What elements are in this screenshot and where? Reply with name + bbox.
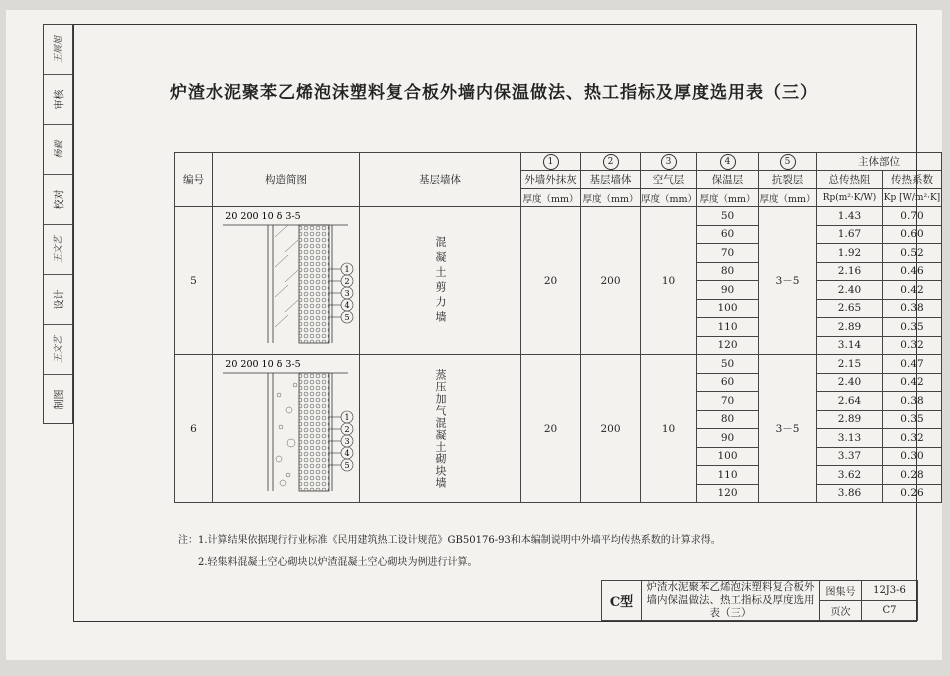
table-cell: 2.64 [817, 392, 883, 411]
notes-label: 注： [178, 535, 198, 546]
table-cell: 2.16 [817, 262, 883, 281]
header-layer-5-name: 抗裂层 [759, 171, 817, 189]
group-6-air: 10 [641, 355, 697, 503]
svg-text:1: 1 [344, 413, 350, 422]
group-5-air: 10 [641, 207, 697, 355]
group-5-diagram [213, 207, 360, 355]
role-draw: 制图 [54, 389, 66, 409]
header-no: 编号 [175, 153, 213, 207]
header-layer-3-num: 3 [641, 153, 697, 171]
table-cell: 2.89 [817, 410, 883, 429]
note-1: 注：1.计算结果依据现行行业标准《民用建筑热工设计规范》GB50176-93和本编制说明中外墙平均传热系数的计算求得。 [178, 535, 721, 546]
group-5-base: 200 [581, 207, 641, 355]
table-cell: 0.32 [883, 336, 942, 355]
table-cell: 3.14 [817, 336, 883, 355]
table-cell: 1.43 [817, 207, 883, 226]
table-cell: 70 [697, 244, 759, 263]
svg-text:3: 3 [344, 437, 350, 446]
group-6-diagram [213, 355, 360, 503]
signature-designer: 王文艺 [44, 225, 72, 275]
header-layer-2-num: 2 [581, 153, 641, 171]
signature-checker: 杨毅 [44, 125, 72, 175]
signature-drafter: 王文艺 [44, 325, 72, 375]
header-rp-unit: Rp(m²·K/W) [817, 189, 883, 207]
table-cell: 0.28 [883, 466, 942, 485]
table-cell: 3.37 [817, 447, 883, 466]
signature-reviewer: 王展旭 [44, 25, 72, 75]
table-cell: 0.26 [883, 484, 942, 503]
header-layer-2-unit: 厚度（mm） [581, 189, 641, 207]
table-cell: 50 [697, 355, 759, 374]
table-cell: 90 [697, 281, 759, 300]
table-cell: 3.13 [817, 429, 883, 448]
table-cell: 1.92 [817, 244, 883, 263]
table-cell: 50 [697, 207, 759, 226]
table-cell: 2.65 [817, 299, 883, 318]
group-6-crack: 3－5 [759, 355, 817, 503]
table-cell: 2.40 [817, 281, 883, 300]
table-cell: 0.60 [883, 225, 942, 244]
header-layer-3-unit: 厚度（mm） [641, 189, 697, 207]
group-6-outer: 20 [521, 355, 581, 503]
table-cell: 110 [697, 466, 759, 485]
note-2: 2.轻集料混凝土空心砌块以炉渣混凝土空心砌块为例进行计算。 [198, 557, 478, 568]
wall-section-diagram-5 [213, 207, 359, 351]
selection-table [174, 152, 942, 503]
wall-section-diagram-6 [213, 355, 359, 499]
page-number: C7 [862, 601, 918, 621]
atlas-number: 12J3-6 [862, 581, 918, 601]
notes [178, 530, 721, 574]
header-layer-5-num: 5 [759, 153, 817, 171]
group-5-outer: 20 [521, 207, 581, 355]
svg-text:3: 3 [344, 289, 350, 298]
table-cell: 0.32 [883, 429, 942, 448]
table-cell: 0.47 [883, 355, 942, 374]
group-5-wall: 混凝土剪力墙 [360, 207, 521, 355]
table-cell: 3.62 [817, 466, 883, 485]
header-layer-4-name: 保温层 [697, 171, 759, 189]
header-layer-3-name: 空气层 [641, 171, 697, 189]
table-cell: 80 [697, 262, 759, 281]
table-cell: 120 [697, 336, 759, 355]
svg-text:4: 4 [344, 449, 350, 458]
header-layer-1-name: 外墙外抹灰 [521, 171, 581, 189]
svg-text:2: 2 [344, 277, 350, 286]
svg-text:2: 2 [344, 425, 350, 434]
group-5-crack: 3－5 [759, 207, 817, 355]
title-block-desc: 炉渣水泥聚苯乙烯泡沫塑料复合板外墙内保温做法、热工指标及厚度选用表（三） [642, 581, 820, 621]
role-design: 设计 [44, 275, 72, 325]
table-cell: 100 [697, 447, 759, 466]
header-layer-2-name: 基层墙体 [581, 171, 641, 189]
svg-text:5: 5 [344, 313, 350, 322]
table-cell: 120 [697, 484, 759, 503]
table-cell: 0.42 [883, 373, 942, 392]
svg-text:1: 1 [344, 265, 350, 274]
group-5-no: 5 [175, 207, 213, 355]
table-cell: 2.40 [817, 373, 883, 392]
role-review: 审核 [44, 75, 72, 125]
table-cell: 110 [697, 318, 759, 337]
header-kp: 传热系数 [883, 171, 942, 189]
table-cell: 0.35 [883, 318, 942, 337]
title-block [601, 580, 918, 621]
table-cell: 2.15 [817, 355, 883, 374]
group-6-no: 6 [175, 355, 213, 503]
table-cell: 0.70 [883, 207, 942, 226]
header-layer-4-unit: 厚度（mm） [697, 189, 759, 207]
table-cell: 2.89 [817, 318, 883, 337]
title-block-type: C型 [602, 581, 642, 621]
table-cell: 0.38 [883, 299, 942, 318]
table-cell: 1.67 [817, 225, 883, 244]
header-layer-1-unit: 厚度（mm） [521, 189, 581, 207]
svg-text:4: 4 [344, 301, 350, 310]
diagram-5-dims: 20 200 10 δ 3-5 [225, 211, 301, 222]
table-cell: 0.42 [883, 281, 942, 300]
header-layer-4-num: 4 [697, 153, 759, 171]
table-cell: 0.46 [883, 262, 942, 281]
header-kp-unit: Kp [W/m²·K] [883, 189, 942, 207]
table-cell: 60 [697, 373, 759, 392]
table-cell: 80 [697, 410, 759, 429]
table-cell: 3.86 [817, 484, 883, 503]
page-title: 炉渣水泥聚苯乙烯泡沫塑料复合板外墙内保温做法、热工指标及厚度选用表（三） [170, 83, 818, 103]
diagram-6-dims: 20 200 10 δ 3-5 [225, 359, 301, 370]
table-cell: 0.30 [883, 447, 942, 466]
header-main-part: 主体部位 [817, 153, 942, 171]
table-cell: 70 [697, 392, 759, 411]
table-cell: 90 [697, 429, 759, 448]
table-cell: 0.35 [883, 410, 942, 429]
table-cell: 0.52 [883, 244, 942, 263]
header-layer-5-unit: 厚度（mm） [759, 189, 817, 207]
header-layer-1-num: 1 [521, 153, 581, 171]
page-label: 页次 [820, 601, 862, 621]
header-diagram: 构造简图 [213, 153, 360, 207]
table-cell: 100 [697, 299, 759, 318]
header-base-wall: 基层墙体 [360, 153, 521, 207]
table-cell: 60 [697, 225, 759, 244]
svg-text:5: 5 [344, 461, 350, 470]
group-6-base: 200 [581, 355, 641, 503]
signature-column [43, 24, 73, 424]
table-cell: 0.38 [883, 392, 942, 411]
role-check: 校对 [44, 175, 72, 225]
group-6-wall: 蒸压加气混凝土砌块墙 [360, 355, 521, 503]
atlas-label: 图集号 [820, 581, 862, 601]
header-rp: 总传热阻 [817, 171, 883, 189]
